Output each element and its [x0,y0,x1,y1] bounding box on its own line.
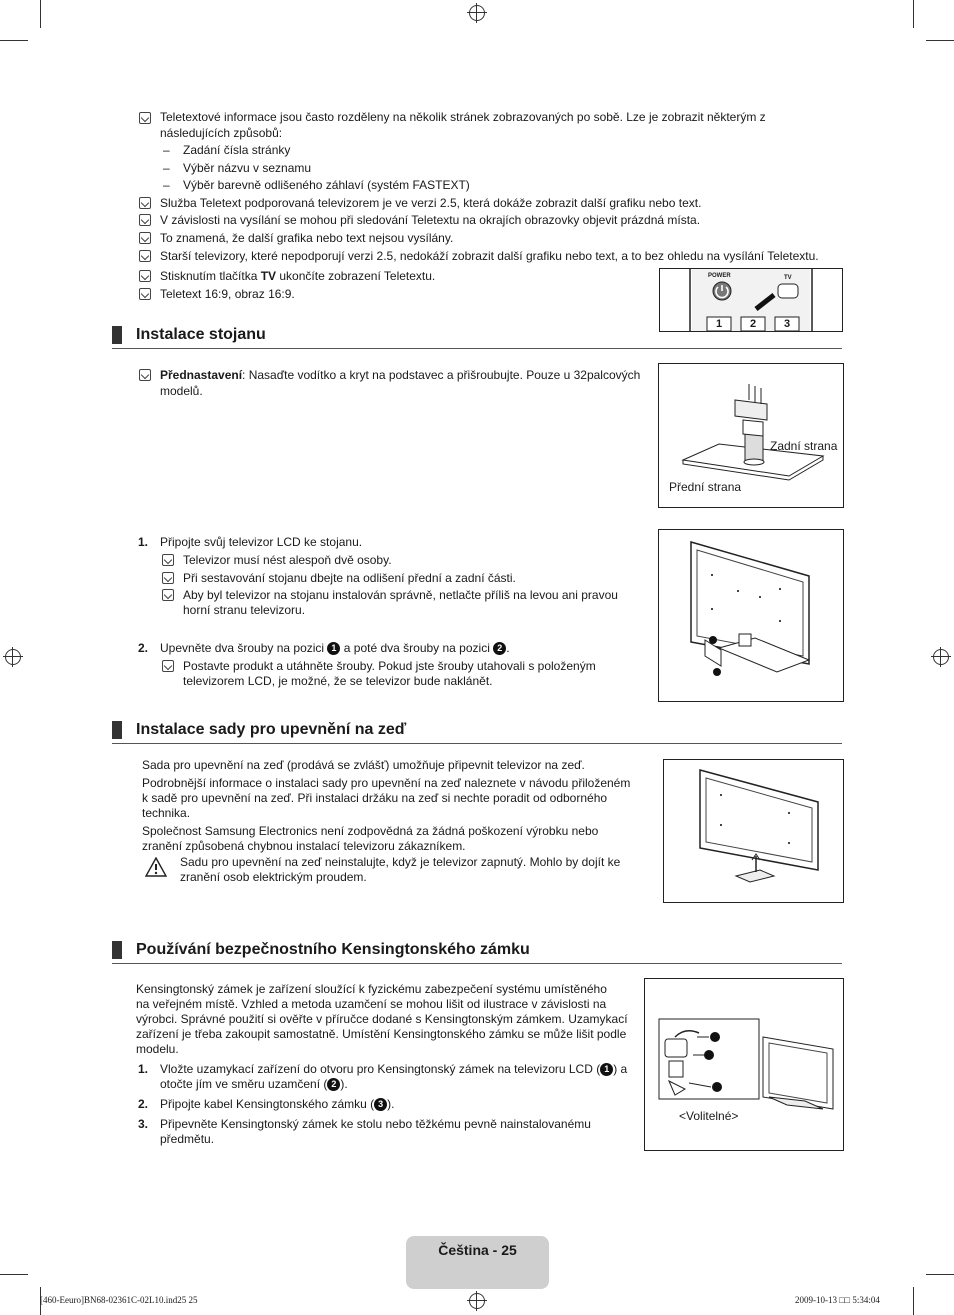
step-text-part: ). [340,1077,348,1091]
crop-mark [40,0,41,28]
step-number: 3. [138,1117,149,1131]
note-icon [139,112,151,124]
registration-mark-icon [933,649,949,665]
step-text-part: otočte jím ve směru uzamčení ( [160,1077,328,1091]
dash-marker: – [163,143,170,157]
note-text [160,368,640,383]
registration-mark-icon [5,649,21,665]
step-text: Připojte svůj televizor LCD ke stojanu. [160,535,363,549]
key-3: 3 [784,318,791,330]
paragraph: modelu. [136,1042,179,1056]
kensington-illustration [644,978,844,1151]
list-item: Výběr názvu v seznamu [183,161,312,175]
note-icon [162,660,174,672]
dash-marker: – [163,178,170,192]
note-text: Starší televizory, které nepodporují verzi 2.5, nedokáží zobrazit další grafiku nebo text, a to bez ohledu na vysílání Teletextu. [160,249,819,263]
circled-number-1: 1 [600,1063,613,1076]
step-text-part: a poté dva šrouby na pozici [340,641,494,655]
paragraph: zranění způsobená chybnou instalací televizoru zákazníkem. [142,839,466,853]
list-item: Výběr barevně odlišeného záhlaví (systém FASTEXT) [183,178,470,192]
tv-label: TV [784,275,792,281]
preset-label: Přednastavení [160,368,243,382]
paragraph: zařízení je třeba zakoupit samostatně. Umístění Kensingtonského zámku se může lišit podle [136,1027,627,1041]
crop-mark [926,40,954,41]
note-text: Při sestavování stojanu dbejte na odlišení přední a zadní části. [183,571,516,585]
power-label: POWER [708,273,731,279]
step-number: 2. [138,1097,149,1111]
paragraph: Kensingtonský zámek je zařízení sloužící k fyzickému zabezpečení systému umístěného [136,982,607,996]
hand-icon [139,270,151,282]
step-text [160,641,510,656]
section-rule [112,348,842,349]
warning-icon [145,857,167,877]
paragraph: Podrobnější informace o instalaci sady pro upevnění na zeď naleznete v návodu přiloženém [142,776,631,790]
step-text-part: . [506,641,510,655]
note-text: následujících způsobů: [160,126,283,140]
note-text: Služba Teletext podporovaná televizorem je ve verzi 2.5, která dokáže zobrazit další grafiku nebo text. [160,196,702,210]
list-item: Zadání čísla stránky [183,143,291,157]
note-text: Aby byl televizor na stojanu instalován správně, netlačte příliš na levou ani pravou [183,588,618,602]
note-text: To znamená, že další grafika nebo text nejsou vysílány. [160,231,454,245]
section-title: Používání bezpečnostního Kensingtonského zámku [136,941,530,958]
step-number: 1. [138,535,149,549]
print-date: 2009-10-13 □□ 5:34:04 [795,1295,880,1305]
paragraph: výrobci. Správné použití si ověřte v příručce dodané s Kensingtonským zámkem. Uzamykací [136,1012,628,1026]
step-text-part: ). [387,1097,395,1111]
section-marker [112,721,122,739]
front-label: Přední strana [669,480,742,494]
section-marker [112,326,122,344]
remote-illustration [659,268,843,332]
warning-text: Sadu pro upevnění na zeď neinstalujte, když je televizor zapnutý. Mohlo by dojít ke [180,855,621,869]
page-number: Čeština - 25 [438,1242,517,1258]
section-title: Instalace stojanu [136,326,266,343]
tv-stand-illustration [658,529,844,702]
registration-mark-icon [469,1293,485,1309]
step-text [160,1062,627,1077]
tv-stand-drawing [659,530,843,701]
circled-number-2: 2 [327,1078,340,1091]
stand-illustration [658,363,844,508]
wall-mount-drawing [664,760,843,902]
paragraph: na veřejném místě. Vzhled a metoda uzamčení se mohou lišit od ilustrace v závislosti na [136,997,607,1011]
wall-mount-illustration [663,759,844,903]
note-icon [162,572,174,584]
paragraph: technika. [142,806,191,820]
step-text-part: Vložte uzamykací zařízení do otvoru pro Kensingtonský zámek na televizoru LCD ( [160,1062,601,1076]
step-text-part: ) a [613,1062,628,1076]
section-marker [112,941,122,959]
tv-key-label: TV [260,269,277,283]
section-rule [112,743,842,744]
crop-mark [0,40,28,41]
step-text-part: Upevněte dva šrouby na pozici [160,641,328,655]
step-number: 2. [138,641,149,655]
note-text [160,269,435,284]
note-icon [139,214,151,226]
kensington-drawing [645,979,843,1150]
section-rule [112,963,842,964]
crop-mark [913,0,914,28]
rear-label: Zadní strana [770,439,838,453]
note-icon [162,589,174,601]
note-text: Postavte produkt a utáhněte šrouby. Pokud jste šrouby utahovali s položeným [183,659,596,673]
note-icon [139,232,151,244]
section-title: Instalace sady pro upevnění na zeď [136,721,407,738]
step-text: předmětu. [160,1132,215,1146]
step-text: Připevněte Kensingtonský zámek ke stolu nebo těžkému pevně nainstalovanému [160,1117,591,1131]
paragraph: Sada pro upevnění na zeď (prodává se zvlášť) umožňuje připevnit televizor na zeď. [142,758,585,772]
step-text [160,1077,348,1092]
circled-number-2: 2 [493,642,506,655]
dash-marker: – [163,161,170,175]
crop-mark [926,1274,954,1275]
key-2: 2 [750,318,757,330]
step-text-part: Připojte kabel Kensingtonského zámku ( [160,1097,375,1111]
note-icon [162,554,174,566]
note-text: televizorem LCD, je možné, že se televizor bude naklánět. [183,674,493,688]
note-text-part: Stisknutím tlačítka [160,269,261,283]
optional-label: <Volitelné> [679,1109,739,1123]
note-icon [139,250,151,262]
page-number-badge [406,1236,549,1289]
note-text: Teletext 16:9, obraz 16:9. [160,287,295,301]
step-number: 1. [138,1062,149,1076]
note-text: modelů. [160,384,203,398]
warning-text: zranění osob elektrickým proudem. [180,870,367,884]
registration-mark-icon [469,5,485,21]
note-icon [139,197,151,209]
note-text: Televizor musí nést alespoň dvě osoby. [183,553,392,567]
crop-mark [0,1274,28,1275]
note-text: V závislosti na vysílání se mohou při sledování Teletextu na okrajích obrazovky objevit prázdná místa. [160,213,701,227]
circled-number-3: 3 [374,1098,387,1111]
note-icon [139,288,151,300]
note-text-part: ukončíte zobrazení Teletextu. [276,269,436,283]
paragraph: k sadě pro upevnění na zeď. Při instalaci držáku na zeď si nechte poradit od odborného [142,791,608,805]
file-info: [460-Eeuro]BN68-02361C-02L10.ind25 25 [40,1295,198,1305]
step-text [160,1097,394,1112]
note-text: horní stranu televizoru. [183,603,306,617]
paragraph: Společnost Samsung Electronics není zodpovědná za žádná poškození výrobku nebo [142,824,599,838]
note-icon [139,369,151,381]
note-text: Teletextové informace jsou často rozděleny na několik stránek zobrazovaných po sobě. Lze je zobrazit některým z [160,110,766,124]
circled-number-1: 1 [327,642,340,655]
preset-text: : Nasaďte vodítko a kryt na podstavec a přišroubujte. Pouze u 32palcových [242,368,641,382]
crop-mark [913,1287,914,1315]
key-1: 1 [716,318,723,330]
